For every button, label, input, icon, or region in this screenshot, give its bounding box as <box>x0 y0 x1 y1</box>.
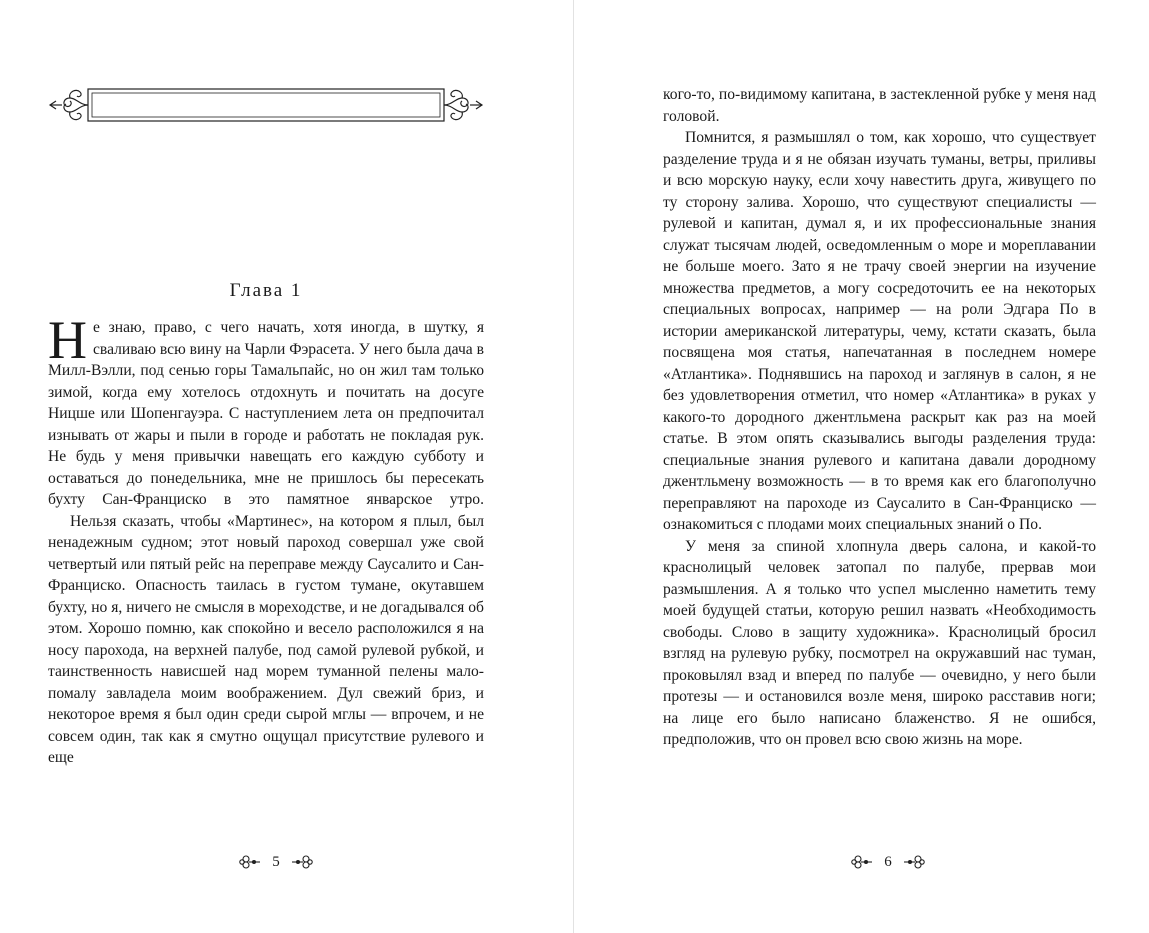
left-page <box>0 0 573 933</box>
fleuron-right-icon <box>290 854 314 870</box>
paragraph: Нельзя сказать, чтобы «Мартинес», на котором я плыл, был ненадежным судном; этот новый пароход совершал уже свой четвертый или пятый рейс на переправе между Саусалито и Сан-Франциско. Опасность таилась в густом тумане, окутавшем бухту, но я, ничего не смысля в мореходстве, и не догадывался об этом. Хорошо помню, как спокойно и весело расположился я на носу парохода, на верхней палубе, под самой рулевой рубкой, и таинственность нависшей над морем туманной пелены мало-помалу завладела моим воображением. Дул свежий бриз, и некоторое время я был один среди сырой мглы — впрочем, и не совсем один, так как я смутно ощущал присутствие рулевого и еще <box>48 512 484 766</box>
left-page-text <box>48 310 484 769</box>
fleuron-right-icon <box>902 854 926 870</box>
drop-cap: Н <box>48 310 87 370</box>
fleuron-left-icon <box>850 854 874 870</box>
page-footer-right <box>838 850 938 874</box>
page-number: 5 <box>272 853 280 870</box>
paragraph: У меня за спиной хлопнула дверь салона, и какой-то краснолицый человек затопал по палубе, прервав мои размышления. А я только что успел мысленно наметить тему моей будущей статьи, которую решил назвать «Необходимость свободы. Слово в защиту художника». Краснолицый бросил взгляд на рулевую рубку, посмотрел на окружавший нас туман, проковылял взад и вперед по палубе — очевидно, у него были протезы — и остановился возле меня, широко расставив ноги; на лице его было написано блаженство. Я не ошибся, предположив, что он провел всю свою жизнь на море. <box>663 537 1096 748</box>
right-page-text <box>663 84 1096 751</box>
page-footer-left <box>226 850 326 874</box>
right-page <box>574 0 1149 933</box>
paragraph <box>48 310 484 511</box>
paragraph: Помнится, я размышлял о том, как хорошо, что существует разделение труда и я не обязан изучать туманы, ветры, приливы и всю морскую науку, если хочу навестить друга, живущего по ту сторону залива. Хорошо, что существуют специалисты — рулевой и капитан, думал я, и их профессиональные знания служат тысячам людей, осведомленным о море и мореплавании не больше моего. Зато я не трачу своей энергии на изучение множества предметов, а могу сосредоточить ее на некоторых специальных вопросах, например — на роли Эдгара По в истории американской литературы, чему, кстати сказать, была посвящена моя статья, напечатанная в последнем номере «Атлантика». Поднявшись на пароход и заглянув в салон, я не без удовлетворения отметил, что номер «Атлантика» в руках у какого-то дородного джентльмена раскрыт как раз на моей статье. В этом опять сказывались выгоды разделения труда: специальные знания рулевого и капитана давали дородному джентльмену возможность — в то время как его благополучно переправляют на пароходе из Саусалито в Сан-Франциско — ознакомиться с плодами моих специальных знаний о По. <box>663 129 1096 533</box>
paragraph: кого-то, по-видимому капитана, в застекленной рубке у меня над головой. <box>663 86 1096 125</box>
paragraph-text: е знаю, право, с чего начать, хотя иногда, в шутку, я сваливаю всю вину на Чарли Фэрасета. У него была дача в Милл-Вэлли, под сенью горы Тамальпайс, но он жил там только зимой, когда ему хотелось отдохнуть и почитать на досуге Ницше или Шопенгауэра. С наступлением лета он предпочитал изнывать от жары и пыли в городе и работать не покладая рук. Не будь у меня привычки навещать его каждую субботу и оставаться до понедельника, мне не пришлось бы пересекать бухту Сан-Франциско в это памятное январское утро. <box>48 319 484 508</box>
page-number: 6 <box>884 853 892 870</box>
chapter-title: Глава 1 <box>229 280 303 301</box>
scroll-frame-ornament-icon <box>48 84 484 126</box>
fleuron-left-icon <box>238 854 262 870</box>
